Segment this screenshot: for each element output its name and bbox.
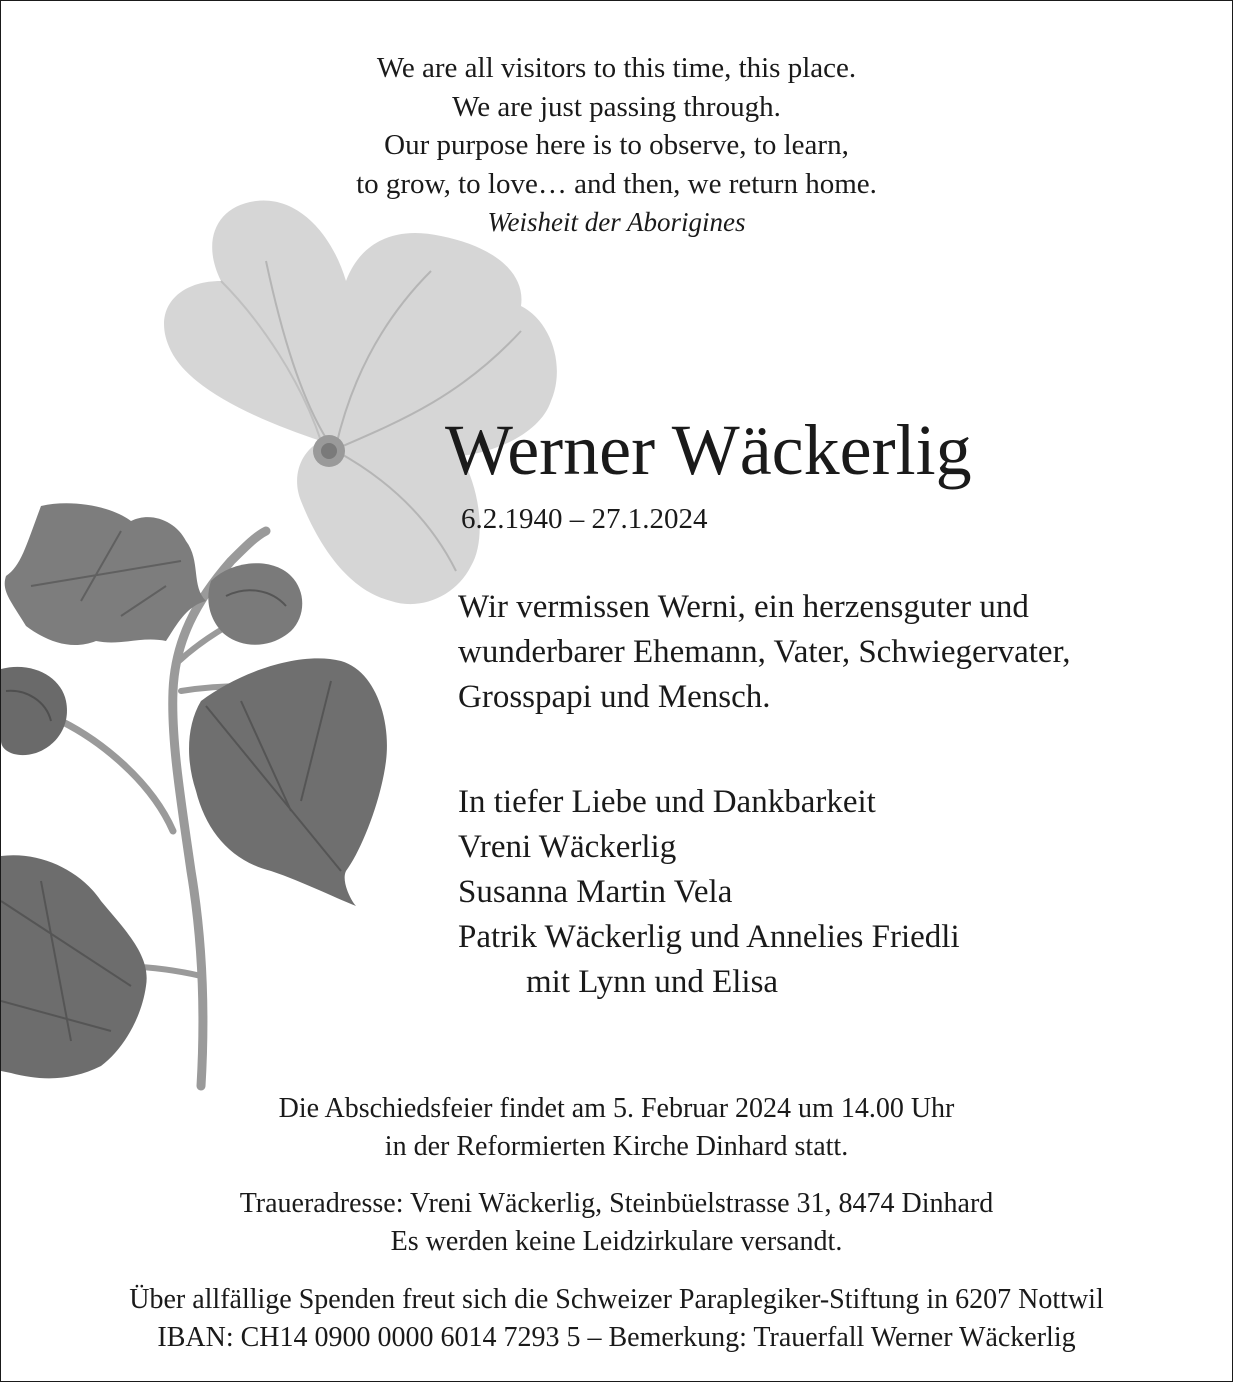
message-line: Wir vermissen Werni, ein herzensguter und — [458, 589, 1029, 625]
quote-line: to grow, to love… and then, we return home. — [356, 167, 877, 200]
donation-line: IBAN: CH14 0900 0000 6014 7293 5 – Bemerkung: Trauerfall Werner Wäckerlig — [157, 1322, 1076, 1353]
ceremony-line: Die Abschiedsfeier findet am 5. Februar 2024 um 14.00 Uhr — [278, 1093, 955, 1124]
quote-source: Weisheit der Aborigines — [487, 207, 746, 237]
quote-line: Our purpose here is to observe, to learn, — [384, 129, 849, 161]
tribute-message — [458, 585, 1070, 720]
mourner-name: Patrik Wäckerlig und Annelies Friedli — [458, 919, 960, 955]
opening-quote — [1, 49, 1232, 242]
message-line: wunderbarer Ehemann, Vater, Schwiegervater, — [458, 634, 1071, 670]
life-dates: 6.2.1940 – 27.1.2024 — [461, 503, 708, 535]
mourner-name: Vreni Wäckerlig — [458, 829, 677, 865]
mourner-name: Susanna Martin Vela — [458, 874, 733, 910]
mourners-list — [458, 780, 960, 1005]
quote-line: We are all visitors to this time, this place. — [376, 52, 857, 84]
donation-info — [1, 1281, 1232, 1357]
deceased-name: Werner Wäckerlig — [445, 410, 972, 490]
quote-line: We are just passing through. — [452, 90, 781, 123]
mourning-address — [1, 1185, 1232, 1261]
mourner-children: mit Lynn und Elisa — [526, 964, 779, 1000]
address-line: Es werden keine Leidzirkulare versandt. — [390, 1226, 843, 1257]
address-line: Traueradresse: Vreni Wäckerlig, Steinbüelstrasse 31, 8474 Dinhard — [239, 1188, 994, 1219]
ceremony-info — [1, 1090, 1232, 1166]
donation-line: Über allfällige Spenden freut sich die Schweizer Paraplegiker-Stiftung in 6207 Nottwil — [129, 1284, 1104, 1315]
ceremony-line: in der Reformierten Kirche Dinhard statt. — [384, 1131, 849, 1162]
mourners-intro: In tiefer Liebe und Dankbarkeit — [458, 784, 876, 820]
message-line: Grosspapi und Mensch. — [458, 679, 771, 715]
